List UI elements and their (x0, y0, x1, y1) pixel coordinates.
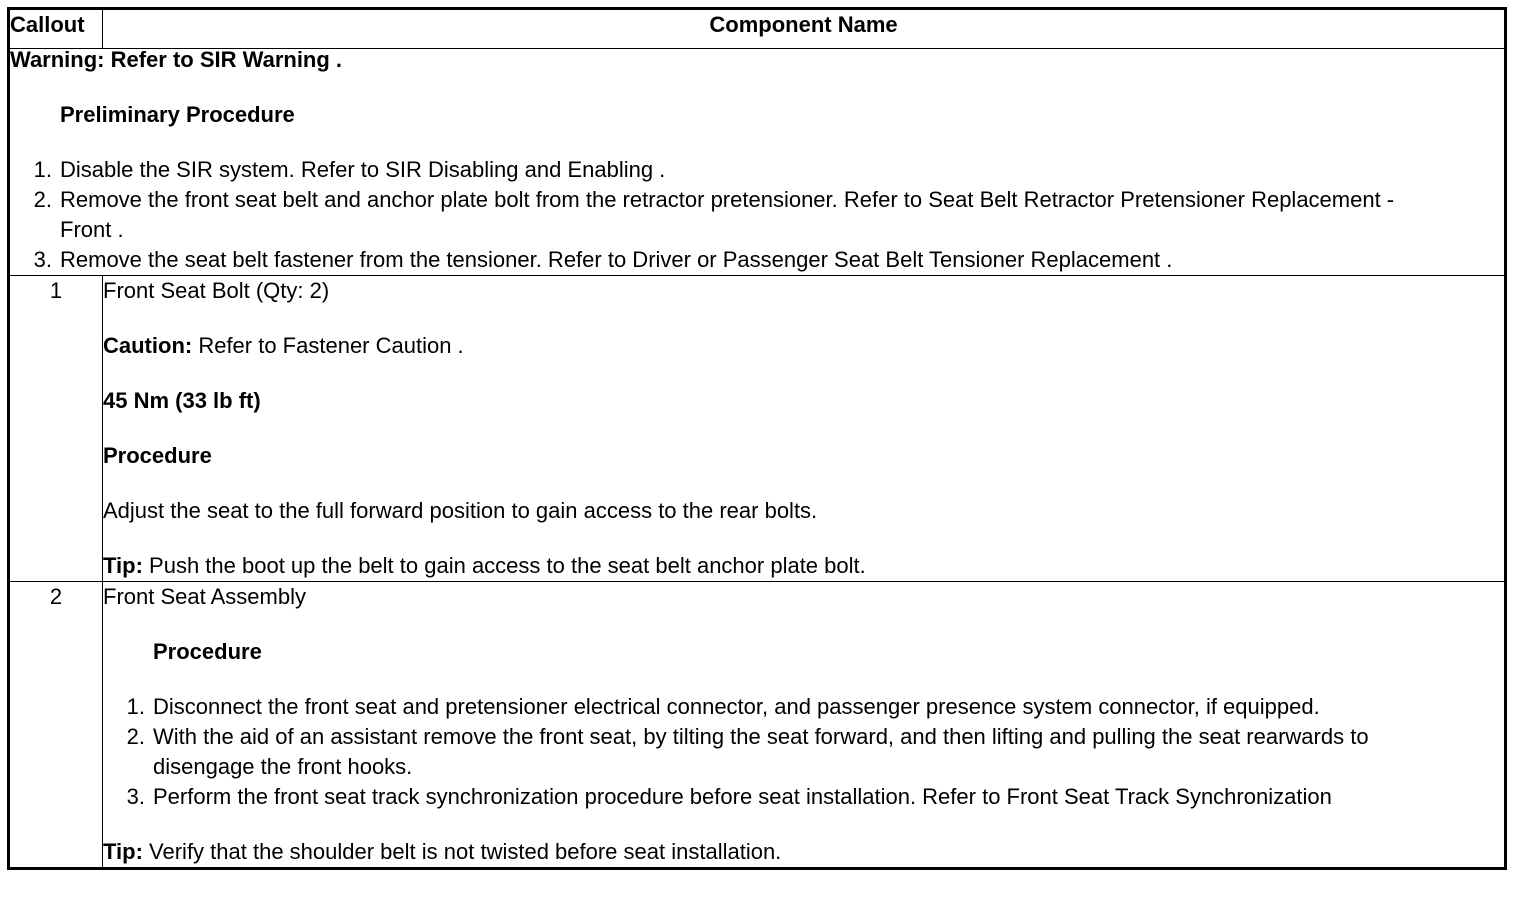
component-cell (103, 582, 1506, 869)
step-text: Remove the front seat belt and anchor plate bolt from the retractor pretensioner. Refer to Seat Belt Retractor Pretensioner Replacement - Front . (60, 187, 1395, 242)
table-row (9, 276, 1506, 582)
procedure-heading: Procedure (153, 639, 262, 664)
preliminary-heading: Preliminary Procedure (60, 102, 295, 127)
step-text: Disable the SIR system. Refer to SIR Disabling and Enabling . (60, 157, 666, 182)
caution-line (103, 331, 1504, 361)
list-item (10, 185, 1504, 245)
tip-line (103, 837, 1504, 867)
preliminary-cell (9, 49, 1506, 276)
step-number: 3. (126, 784, 145, 809)
component-name: Front Seat Bolt (Qty: 2) (103, 278, 330, 303)
list-item (103, 692, 1504, 722)
step-text: Remove the seat belt fastener from the tensioner. Refer to Driver or Passenger Seat Belt Tensioner Replacement . (60, 247, 1173, 272)
list-item (10, 155, 1504, 185)
step-text: Perform the front seat track synchronization procedure before seat installation. Refer to Front Seat Track Synchronization (153, 784, 1332, 809)
callout-header: Callout (9, 9, 103, 49)
list-item (10, 245, 1504, 275)
warning-label: Warning: (10, 47, 105, 72)
preliminary-row (9, 49, 1506, 276)
caution-text: Refer to Fastener Caution . (192, 333, 464, 358)
procedure-heading: Procedure (103, 443, 212, 468)
component-name-header: Component Name (103, 9, 1506, 49)
caution-label: Caution: (103, 333, 193, 358)
tip-label: Tip: (103, 553, 143, 578)
step-number: 1. (33, 157, 52, 182)
header-row (9, 9, 1506, 49)
step-text: With the aid of an assistant remove the front seat, by tilting the seat forward, and then lifting and pulling the seat rearwards to disengage the front hooks. (153, 724, 1369, 779)
component-name: Front Seat Assembly (103, 584, 306, 609)
step-number: 2. (126, 724, 145, 749)
list-item (103, 782, 1504, 812)
tip-line (103, 551, 1504, 581)
step-text: Disconnect the front seat and pretensioner electrical connector, and passenger presence system connector, if equipped. (153, 694, 1320, 719)
component-cell (103, 276, 1506, 582)
tip-text: Push the boot up the belt to gain access to the seat belt anchor plate bolt. (142, 553, 866, 578)
torque-spec: 45 Nm (33 lb ft) (103, 388, 261, 413)
preliminary-steps (10, 155, 1504, 275)
step-number: 1. (126, 694, 145, 719)
step-number: 3. (33, 247, 52, 272)
procedure-table (7, 7, 1507, 870)
table-row (9, 582, 1506, 869)
step-number: 2. (33, 187, 52, 212)
tip-label: Tip: (103, 839, 143, 864)
procedure-steps (103, 692, 1504, 812)
callout-cell: 2 (9, 582, 103, 869)
list-item (103, 722, 1504, 782)
callout-cell: 1 (9, 276, 103, 582)
warning-line (10, 45, 1504, 75)
warning-text: Refer to SIR Warning . (104, 47, 343, 72)
procedure-text: Adjust the seat to the full forward position to gain access to the rear bolts. (103, 498, 818, 523)
tip-text: Verify that the shoulder belt is not twisted before seat installation. (142, 839, 782, 864)
